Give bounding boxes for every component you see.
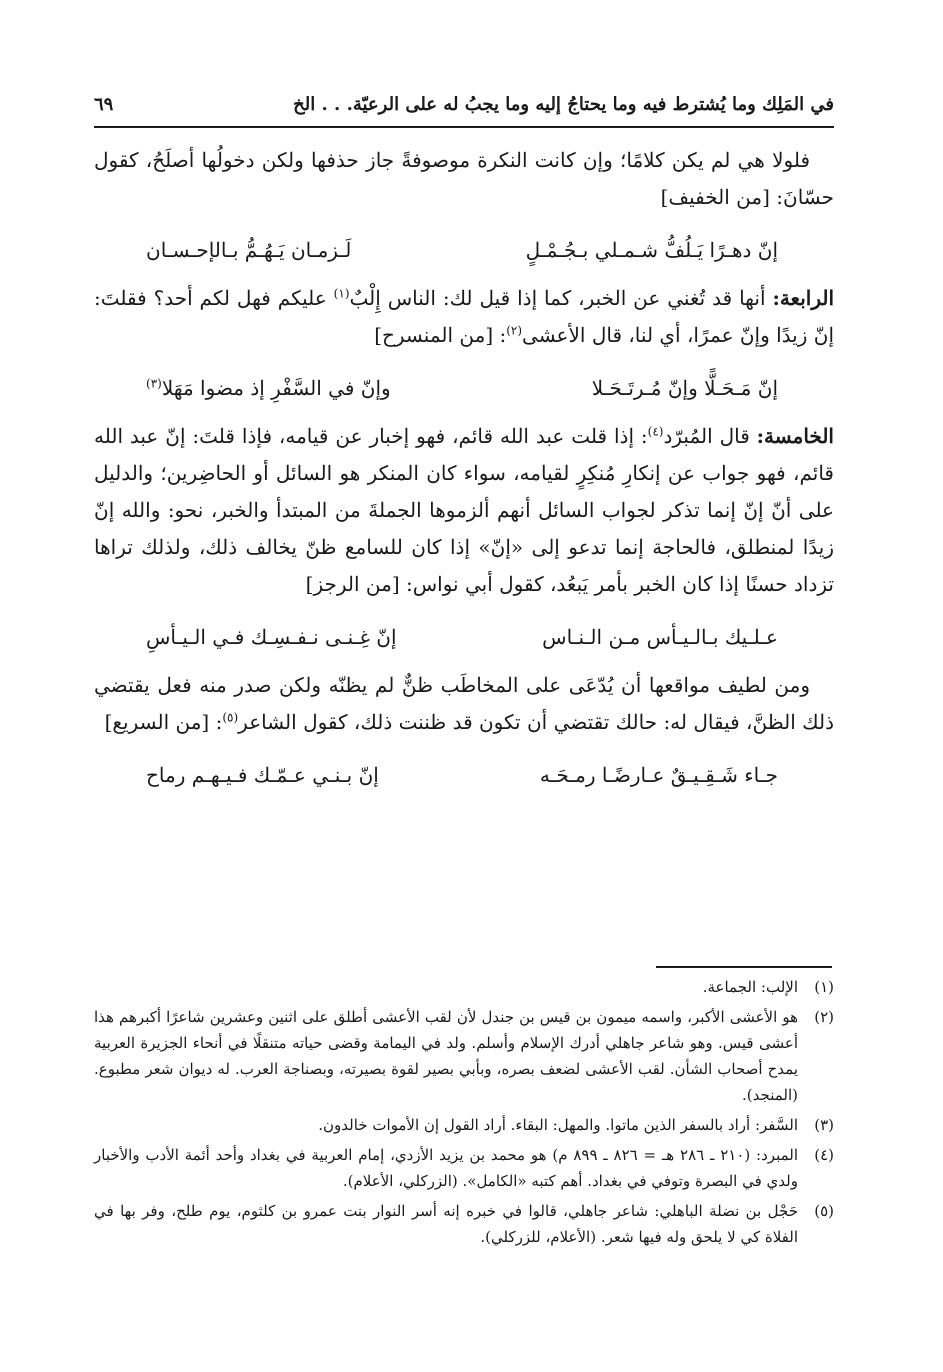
footnote-5-text: حَجْل بن نضلة الباهلي: شاعر جاهلي، قالوا في خبره إنه أسر النوار بنت عمرو بن كلثوم، يوم طلح، وفر بها في الفلاة كي لا يلحق وله فيها شعر. (الأعلام، للزركلي). <box>94 1202 798 1246</box>
paragraph-fourth-lead: الرابعة: <box>772 286 835 310</box>
paragraph-fourth-text-c: : [من المنسرح] <box>374 323 507 347</box>
page-number: ٦٩ <box>94 93 114 115</box>
paragraph-subtle-uses <box>94 667 834 741</box>
footnotes <box>94 974 834 1254</box>
paragraph-fourth-text-a: أنها قد تُغني عن الخبر، كما إذا قيل لك: الناس إِلْبٌ <box>349 286 766 310</box>
footnote-2-text: هو الأعشى الأكبر، واسمه ميمون بن قيس بن جندل لأن لقب الأعشى أطلق على اثنين وعشرين شاعرًا أكبرهم هذا أعشى قيس. وهو شاعر جاهلي أدرك الإسلام وأسلم. ولد في اليمامة وقضى حياته متنقلًا في أنحاء الجزيرة العربية يمدح أصحاب الشأن. لقب الأعشى لضعف بصره، وبأبي بصير لقوة بصيرته، وبصناجة العرب. له ديوان شعر مطبوع. (المنجد). <box>94 1008 798 1104</box>
verse-2-first-hemistich: إنّ مَـحَـلًّا وإنّ مُـرتَـحَـلا <box>591 376 778 400</box>
paragraph-fifth-lead: الخامسة: <box>756 424 834 448</box>
verse-1-first-hemistich: إنّ دهـرًا يَـلُفُّ شـمـلي بـجُـمْـلٍ <box>525 238 778 262</box>
paragraph-fourth <box>94 280 834 354</box>
footnote-5 <box>94 1198 834 1250</box>
verse-4 <box>94 755 834 795</box>
verse-1 <box>94 230 834 270</box>
footnote-ref-2[interactable]: (٢) <box>506 323 523 338</box>
verse-2-second-hemistich-wrap <box>146 368 391 408</box>
footnote-4-number: (٤) <box>814 1146 834 1164</box>
footnote-1-number: (١) <box>814 978 834 996</box>
paragraph-1 <box>94 142 834 216</box>
paragraph-fifth-text-b: : إذا قلت عبد الله قائم، فهو إخبار عن قيامه، فإذا قلتَ: إنّ عبد الله قائم، فهو جواب عن إنكارِ مُنكِرٍ لقيامه، سواء كان المنكر هو السائل أو الحاضِرين؛ والدليل على أنّ إنّ إنما تذكر لجواب السائل أنهم ألزموها الجملةَ من المبتدأ والخبر، نحو: والله إنّ زيدًا لمنطلق، فالحاجة إنما تدعو إلى «إنّ» إذا كان للسامع ظنّ يخالف ذلك، ولذلك تراها تزداد حسنًا إذا كان الخبر بأمر يَبعُد، كقول أبي نواس: [من الرجز] <box>94 424 834 596</box>
verse-2 <box>94 368 834 408</box>
footnote-ref-5[interactable]: (٥) <box>222 710 239 725</box>
footnote-1-text: الإلب: الجماعة. <box>702 978 798 996</box>
footnote-4-text: المبرد: (٢١٠ ـ ٢٨٦ هـ = ٨٢٦ ـ ٨٩٩ م) هو محمد بن يزيد الأزدي، إمام العربية في بغداد وأحد أئمة الأدب والأخبار ولدي في البصرة وتوفي في بغداد. أهم كتبه «الكامل». (الزركلي، الأعلام). <box>94 1146 798 1190</box>
footnote-ref-4[interactable]: (٤) <box>647 424 664 439</box>
footnote-4 <box>94 1142 834 1194</box>
verse-4-first-hemistich: جـاء شَـقِـيـقٌ عـارضًـا رمـحَـه <box>539 763 778 787</box>
header-rule <box>94 126 834 128</box>
paragraph-subtle-uses-text-b: : [من السريع] <box>104 710 223 734</box>
verse-2-second-hemistich: وإنّ في السَّفْرِ إذ مضوا مَهَلا <box>161 376 391 400</box>
running-header <box>94 84 834 124</box>
paragraph-1-text: فلولا هي لم يكن كلامًا؛ وإن كانت النكرة موصوفةً جاز حذفها ولكن دخولُها أصلَحُ، كقول حسّانَ: [من الخفيف] <box>94 148 834 209</box>
verse-3-second-hemistich: إنّ غِـنـى نـفـسِـك فـي الـيـأسِ <box>146 625 397 649</box>
footnote-3-number: (٣) <box>814 1116 834 1134</box>
verse-3 <box>94 617 834 657</box>
footnote-3-text: السَّفر: أراد بالسفر الذين ماتوا. والمهل: البقاء. أراد القول إن الأموات خالدون. <box>318 1116 798 1134</box>
paragraph-fifth <box>94 418 834 603</box>
footnote-ref-1[interactable]: (١) <box>333 286 350 301</box>
verse-4-second-hemistich: إنّ بـنـي عـمّـك فـيـهـم رماح <box>146 763 379 787</box>
main-text <box>94 142 834 805</box>
footnote-1 <box>94 974 834 1000</box>
paragraph-fifth-text-a: قال المُبرّد <box>663 424 750 448</box>
verse-3-first-hemistich: عـلـيك بـالـيـأس مـن الـنـاس <box>542 625 778 649</box>
footnote-ref-3[interactable]: (٣) <box>146 376 162 391</box>
footnote-5-number: (٥) <box>814 1202 834 1220</box>
footnote-2-number: (٢) <box>814 1008 834 1026</box>
running-title: في المَلِك وما يُشترط فيه وما يحتاجُ إليه وما يجبُ له على الرعيّة. . . الخ <box>293 93 834 115</box>
footnote-rule <box>656 966 832 968</box>
paragraph-subtle-uses-text-a: ومن لطيف مواقعها أن يُدّعَى على المخاطَب ظنٌّ لم يظنّه ولكن صدر منه فعل يقتضي ذلك الظنَّ، فيقال له: حالك تقتضي أن تكون قد ظننت ذلك، كقول الشاعر <box>94 673 834 734</box>
footnote-2 <box>94 1004 834 1108</box>
paragraph-fourth-text-b: عليكم فهل لكم أحد؟ فقلتَ: إنّ زيدًا وإنّ عمرًا، أي لنا، قال الأعشى <box>94 286 834 347</box>
footnote-3 <box>94 1112 834 1138</box>
verse-1-second-hemistich: لَـزمـان يَـهُـمُّ بـالإحـسـان <box>146 238 352 262</box>
